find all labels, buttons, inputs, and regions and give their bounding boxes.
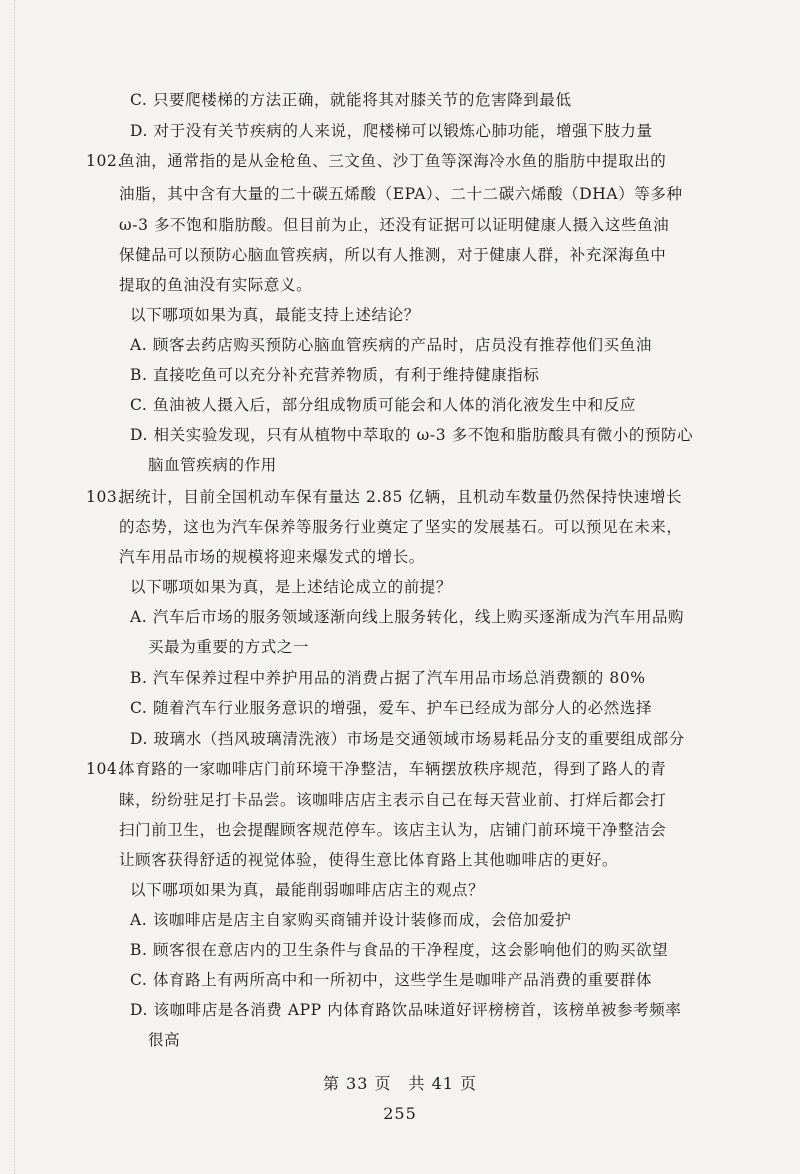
q102-text-line-1: 鱼油，通常指的是从金枪鱼、三文鱼、沙丁鱼等深海冷水鱼的脂肪中提取出的 xyxy=(119,152,667,170)
q103-option-a-cont: 买最为重要的方式之一 xyxy=(148,638,310,656)
q102-text-line-3: ω-3 多不饱和脂肪酸。但目前为止，还没有证据可以证明健康人摄入这些鱼油 xyxy=(119,216,670,234)
q102-text-line-4: 保健品可以预防心脑血管疾病，所以有人推测，对于健康人群，补充深海鱼中 xyxy=(119,246,667,264)
q103-option-b: B. 汽车保养过程中养护用品的消费占据了汽车用品市场总消费额的 80% xyxy=(130,669,646,687)
q101-option-c: C. 只要爬楼梯的方法正确，就能将其对膝关节的危害降到最低 xyxy=(130,91,572,109)
q102-option-d: D. 相关实验发现，只有从植物中萃取的 ω-3 多不饱和脂肪酸具有微小的预防心 xyxy=(130,426,694,444)
q102-option-d-cont: 脑血管疾病的作用 xyxy=(148,456,277,474)
q103-number: 103. xyxy=(86,488,123,506)
q103-option-d: D. 玻璃水（挡风玻璃清洗液）市场是交通领域市场易耗品分支的重要组成部分 xyxy=(130,730,685,748)
q102-text-line-5: 提取的鱼油没有实际意义。 xyxy=(119,276,313,294)
q103-option-c: C. 随着汽车行业服务意识的增强，爱车、护车已经成为部分人的必然选择 xyxy=(130,699,653,717)
q101-option-d: D. 对于没有关节疾病的人来说，爬楼梯可以锻炼心肺功能，增强下肢力量 xyxy=(130,122,653,140)
q104-option-d: D. 该咖啡店是各消费 APP 内体育路饮品味道好评榜榜首，该榜单被参考频率 xyxy=(130,1001,682,1019)
q104-text-line-3: 扫门前卫生，也会提醒顾客规范停车。该店主认为，店铺门前环境干净整洁会 xyxy=(119,821,667,839)
q103-text-line-3: 汽车用品市场的规模将迎来爆发式的增长。 xyxy=(119,548,425,566)
q102-option-a: A. 顾客去药店购买预防心脑血管疾病的产品时，店员没有推荐他们买鱼油 xyxy=(130,336,652,354)
q104-number: 104. xyxy=(86,760,123,778)
q102-option-c: C. 鱼油被人摄入后，部分组成物质可能会和人体的消化液发生中和反应 xyxy=(130,396,636,414)
q104-option-c: C. 体育路上有两所高中和一所初中，这些学生是咖啡产品消费的重要群体 xyxy=(130,971,653,989)
q102-prompt: 以下哪项如果为真，最能支持上述结论？ xyxy=(130,306,420,324)
q104-text-line-4: 让顾客获得舒适的视觉体验，使得生意比体育路上其他咖啡店的更好。 xyxy=(119,851,619,869)
q103-text-line-2: 的态势，这也为汽车保养等服务行业奠定了坚实的发展基石。可以预见在未来， xyxy=(119,518,683,536)
q103-prompt: 以下哪项如果为真，是上述结论成立的前提？ xyxy=(130,578,453,596)
q104-option-a: A. 该咖啡店是店主自家购买商铺并设计装修而成，会倍加爱护 xyxy=(130,911,572,929)
q104-option-b: B. 顾客很在意店内的卫生条件与食品的干净程度，这会影响他们的购买欲望 xyxy=(130,941,669,959)
page-number: 255 xyxy=(383,1104,417,1123)
q103-text-line-1: 据统计，目前全国机动车保有量达 2.85 亿辆，且机动车数量仍然保持快速增长 xyxy=(119,488,683,506)
q104-text-line-1: 体育路的一家咖啡店门前环境干净整洁，车辆摆放秩序规范，得到了路人的青 xyxy=(119,760,667,778)
q104-option-d-cont: 很高 xyxy=(148,1031,181,1049)
q102-number: 102. xyxy=(86,152,123,170)
q104-prompt: 以下哪项如果为真，最能削弱咖啡店店主的观点？ xyxy=(130,881,485,899)
q103-option-a: A. 汽车后市场的服务领域逐渐向线上服务转化，线上购买逐渐成为汽车用品购 xyxy=(130,608,685,626)
q102-text-line-2: 油脂，其中含有大量的二十碳五烯酸（EPA）、二十二碳六烯酸（DHA）等多种 xyxy=(119,185,683,203)
q104-text-line-2: 睐，纷纷驻足打卡品尝。该咖啡店店主表示自己在每天营业前、打烊后都会打 xyxy=(119,791,667,809)
q102-option-b: B. 直接吃鱼可以充分补充营养物质，有利于维持健康指标 xyxy=(130,366,540,384)
page-label: 第 33 页 共 41 页 xyxy=(322,1074,478,1093)
binding-margin xyxy=(0,0,15,1174)
